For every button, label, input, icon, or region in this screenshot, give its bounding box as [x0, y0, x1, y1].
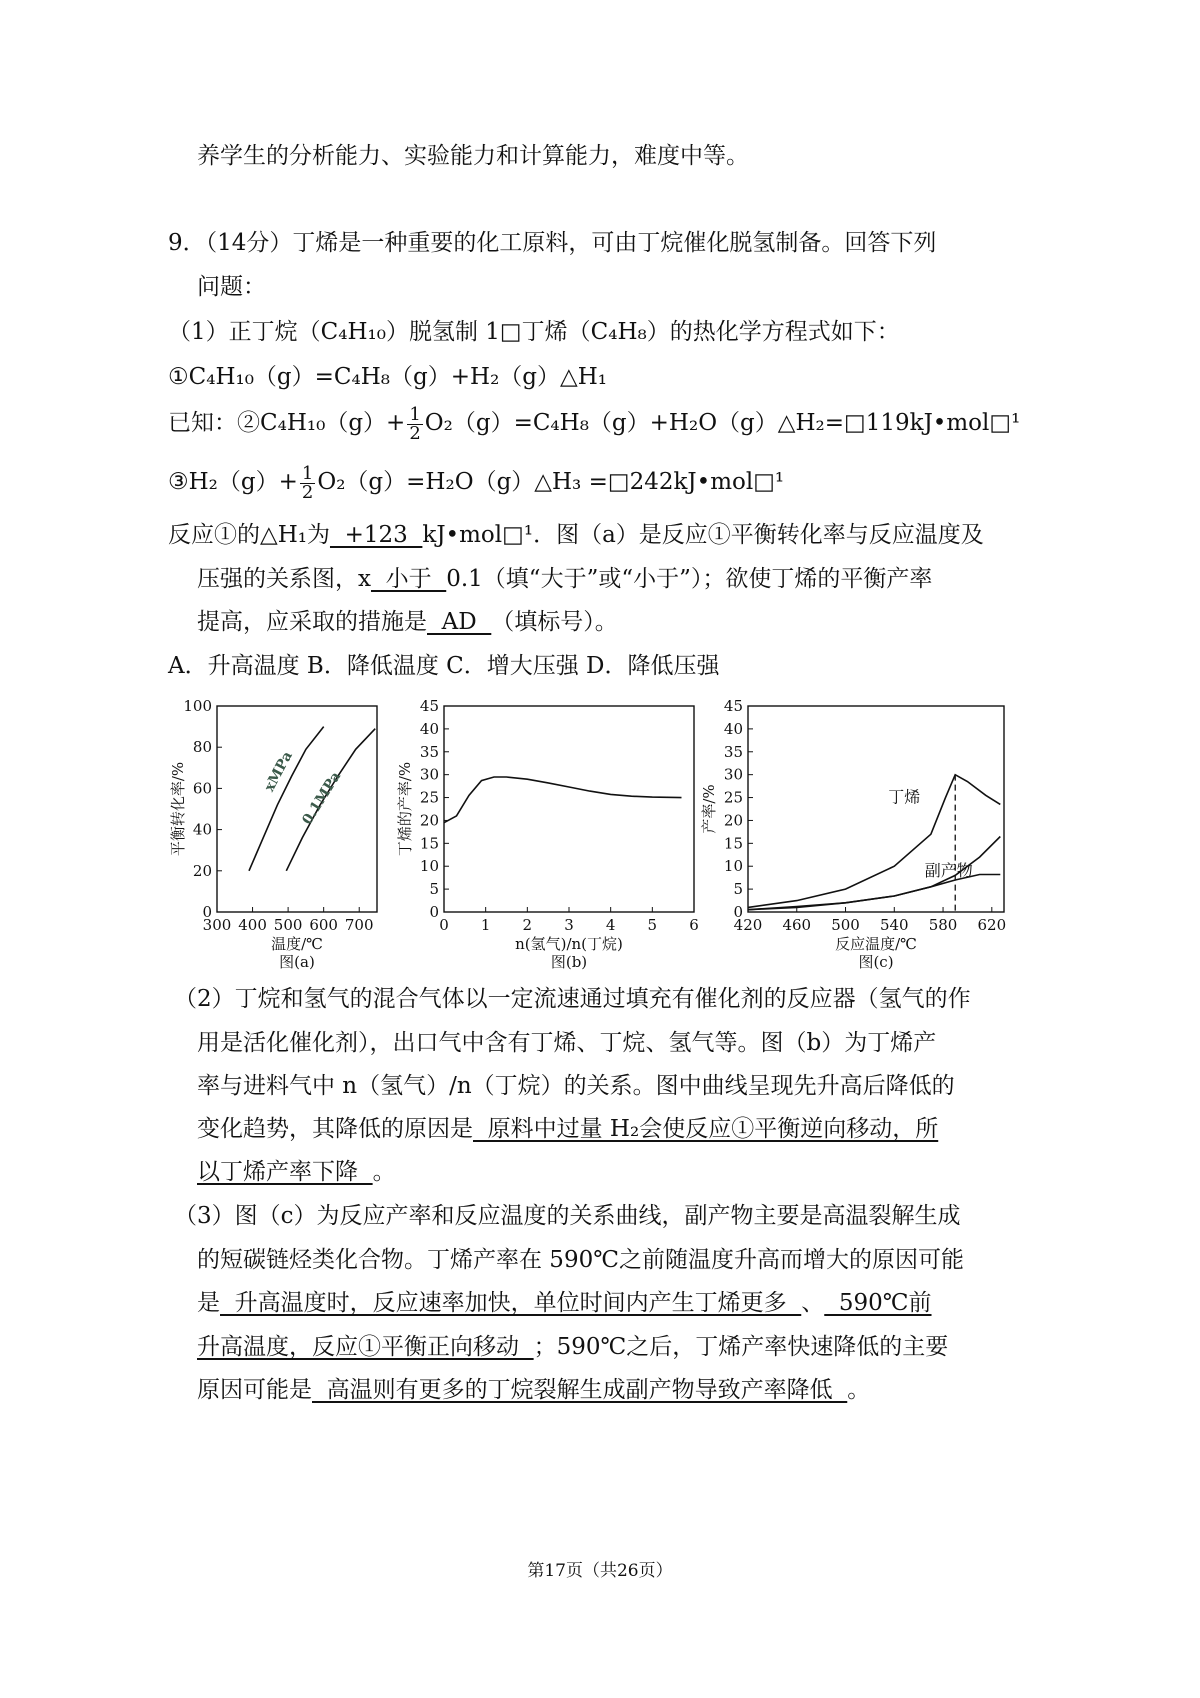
y-tick-label: 45 [419, 697, 439, 715]
y-tick-label: 25 [723, 788, 743, 807]
x-tick-label: 700 [344, 916, 374, 934]
y-tick-label: 60 [192, 779, 212, 798]
part3-line-4 [197, 1332, 948, 1362]
y-tick-label: 0 [202, 903, 212, 921]
series-label: xMPa [261, 748, 296, 795]
y-tick-label: 35 [419, 742, 439, 761]
equation-1: ①C₄H₁₀（g）=C₄H₈（g）+H₂（g）△H₁ [168, 364, 607, 390]
fraction-half: $\frac{1}{2}$ [301, 462, 314, 503]
y-tick-label: 80 [192, 738, 212, 757]
answer-3-suffix: （填标号）。 [491, 609, 618, 635]
part3-line-2: 的短碳链烃类化合物。丁烯产率在 590℃之前随温度升高而增大的原因可能 [197, 1247, 964, 1273]
answer-2: 小于 [370, 566, 447, 592]
answer-2-prefix: 压强的关系图，x [197, 566, 371, 592]
part3-line-1: （3）图（c）为反应产率和反应温度的关系曲线，副产物主要是高温裂解生成 [174, 1203, 961, 1229]
x-tick-label: 420 [733, 916, 763, 934]
equation-2-part-a: 已知：②C₄H₁₀（g）+ [168, 410, 406, 436]
answer-1: +123 [329, 522, 423, 548]
part2-line-5 [197, 1157, 396, 1187]
answer-3-prefix: 提高，应采取的措施是 [197, 609, 427, 635]
x-tick-label: 540 [879, 916, 909, 934]
y-tick-label: 0 [429, 903, 439, 921]
y-tick-label: 0 [733, 903, 743, 921]
part2-line-5-suffix: 。 [372, 1159, 396, 1185]
part3-answer-2: 590℃前 [824, 1290, 932, 1316]
intro-tail: 养学生的分析能力、实验能力和计算能力，难度中等。 [197, 143, 749, 169]
part2-answer: 原料中过量 H₂会使反应①平衡逆向移动，所 [473, 1116, 939, 1142]
y-tick-label: 20 [723, 811, 743, 830]
x-tick-label: 400 [238, 916, 267, 934]
figure-caption: 图(b) [550, 953, 588, 971]
answer-3: AD [427, 609, 492, 635]
question-heading-cont: 问题： [197, 274, 266, 300]
x-tick-label: 2 [522, 916, 533, 934]
part1-intro: （1）正丁烷（C₄H₁₀）脱氢制 1□丁烯（C₄H₈）的热化学方程式如下： [168, 319, 900, 345]
y-tick-label: 25 [419, 788, 439, 807]
part3-line-3 [197, 1288, 932, 1318]
x-tick-label: 5 [647, 916, 658, 934]
part2-answer-cont: 以丁烯产率下降 [197, 1159, 373, 1185]
part3-line-4-suffix: ；590℃之后，丁烯产率快速降低的主要 [533, 1334, 949, 1360]
part3-line-5-prefix: 原因可能是 [197, 1377, 312, 1403]
page-footer: 第17页（共26页） [527, 1561, 673, 1581]
y-axis-label: 平衡转化率/% [169, 761, 187, 857]
y-tick-label: 10 [419, 857, 439, 876]
part3-answer-2-cont: 升高温度，反应①平衡正向移动 [197, 1334, 534, 1360]
figure-caption: 图(c) [858, 953, 894, 971]
part3-line-5 [197, 1375, 870, 1405]
y-tick-label: 15 [419, 834, 439, 853]
series-label: 0.1MPa [299, 769, 345, 828]
y-tick-label: 40 [723, 719, 743, 738]
figure-caption: 图(a) [279, 953, 315, 971]
x-tick-label: 620 [977, 916, 1007, 934]
x-axis-label: 反应温度/℃ [835, 935, 917, 953]
answer-1-prefix: 反应①的△H₁为 [168, 522, 330, 548]
series-line-1 [444, 777, 682, 823]
x-tick-label: 3 [564, 916, 574, 934]
plot-frame-1 [217, 706, 377, 912]
part3-answer-1: 升高温度时，反应速率加快，单位时间内产生丁烯更多 [220, 1290, 802, 1316]
options: A．升高温度 B．降低温度 C．增大压强 D．降低压强 [168, 653, 720, 679]
series-line-0.1MPa [286, 729, 375, 871]
answer-line-3 [197, 607, 618, 637]
part3-line-5-suffix: 。 [847, 1377, 871, 1403]
plot-frame-2 [444, 706, 694, 912]
y-axis-label: 产率/% [700, 784, 718, 834]
y-tick-label: 30 [723, 765, 743, 784]
x-tick-label: 580 [928, 916, 958, 934]
figure-charts [0, 690, 1200, 990]
x-tick-label: 500 [273, 916, 303, 934]
part2-line-3: 率与进料气中 n（氢气）/n（丁烷）的关系。图中曲线呈现先升高后降低的 [197, 1073, 955, 1099]
x-tick-label: 500 [831, 916, 860, 934]
part2-line-4 [197, 1114, 938, 1144]
y-tick-label: 30 [419, 765, 439, 784]
plot-frame-3 [748, 706, 1004, 912]
y-tick-label: 10 [723, 857, 743, 876]
answer-line-2 [197, 564, 932, 594]
y-tick-label: 5 [733, 880, 743, 899]
x-axis-label: n(氢气)/n(丁烷) [515, 935, 623, 953]
y-tick-label: 35 [723, 742, 743, 761]
y-tick-label: 45 [723, 697, 743, 715]
fraction-half: $\frac{1}{2}$ [409, 403, 421, 444]
y-tick-label: 40 [419, 719, 439, 738]
x-tick-label: 300 [202, 916, 232, 934]
y-tick-label: 15 [723, 834, 743, 853]
annotation-butene: 丁烯 [888, 787, 921, 807]
equation-2 [168, 403, 1020, 443]
part3-answer-3: 高温则有更多的丁烷裂解生成副产物导致产率降低 [312, 1377, 848, 1403]
answer-1-suffix: kJ•mol□¹．图（a）是反应①平衡转化率与反应温度及 [422, 522, 984, 548]
answer-line-1 [168, 520, 984, 550]
part3-separator: 、 [801, 1290, 825, 1316]
y-tick-label: 100 [183, 697, 212, 715]
y-tick-label: 20 [419, 811, 439, 830]
x-tick-label: 1 [480, 916, 491, 934]
part2-line-4-prefix: 变化趋势，其降低的原因是 [197, 1116, 473, 1142]
equation-3 [168, 462, 784, 502]
x-tick-label: 0 [439, 916, 449, 934]
y-tick-label: 20 [192, 861, 212, 880]
equation-2-part-b: O₂（g）=C₄H₈（g）+H₂O（g）△H₂=□119kJ•mol□¹ [424, 410, 1021, 436]
y-axis-label: 丁烯的产率/% [396, 761, 414, 857]
series-line-丁烯 [748, 775, 1000, 908]
x-tick-label: 460 [782, 916, 812, 934]
x-axis-label: 温度/℃ [271, 935, 323, 953]
equation-3-part-b: O₂（g）=H₂O（g）△H₃ =□242kJ•mol□¹ [317, 469, 785, 495]
part2-line-2: 用是活化催化剂），出口气中含有丁烯、丁烷、氢气等。图（b）为丁烯产 [197, 1030, 937, 1056]
part2-line-1: （2）丁烷和氢气的混合气体以一定流速通过填充有催化剂的反应器（氢气的作 [174, 986, 971, 1012]
y-tick-label: 40 [192, 820, 212, 839]
x-tick-label: 4 [605, 916, 616, 934]
annotation-byproduct: 副产物 [924, 860, 973, 880]
question-heading: 9．（14分）丁烯是一种重要的化工原料，可由丁烷催化脱氢制备。回答下列 [168, 230, 937, 256]
answer-2-suffix: 0.1（填“大于”或“小于”）；欲使丁烯的平衡产率 [446, 566, 933, 592]
x-tick-label: 600 [309, 916, 338, 934]
y-tick-label: 5 [429, 880, 439, 899]
equation-3-part-a: ③H₂（g）+ [168, 469, 298, 495]
part3-line-3-prefix: 是 [197, 1290, 220, 1316]
x-tick-label: 6 [689, 916, 699, 934]
